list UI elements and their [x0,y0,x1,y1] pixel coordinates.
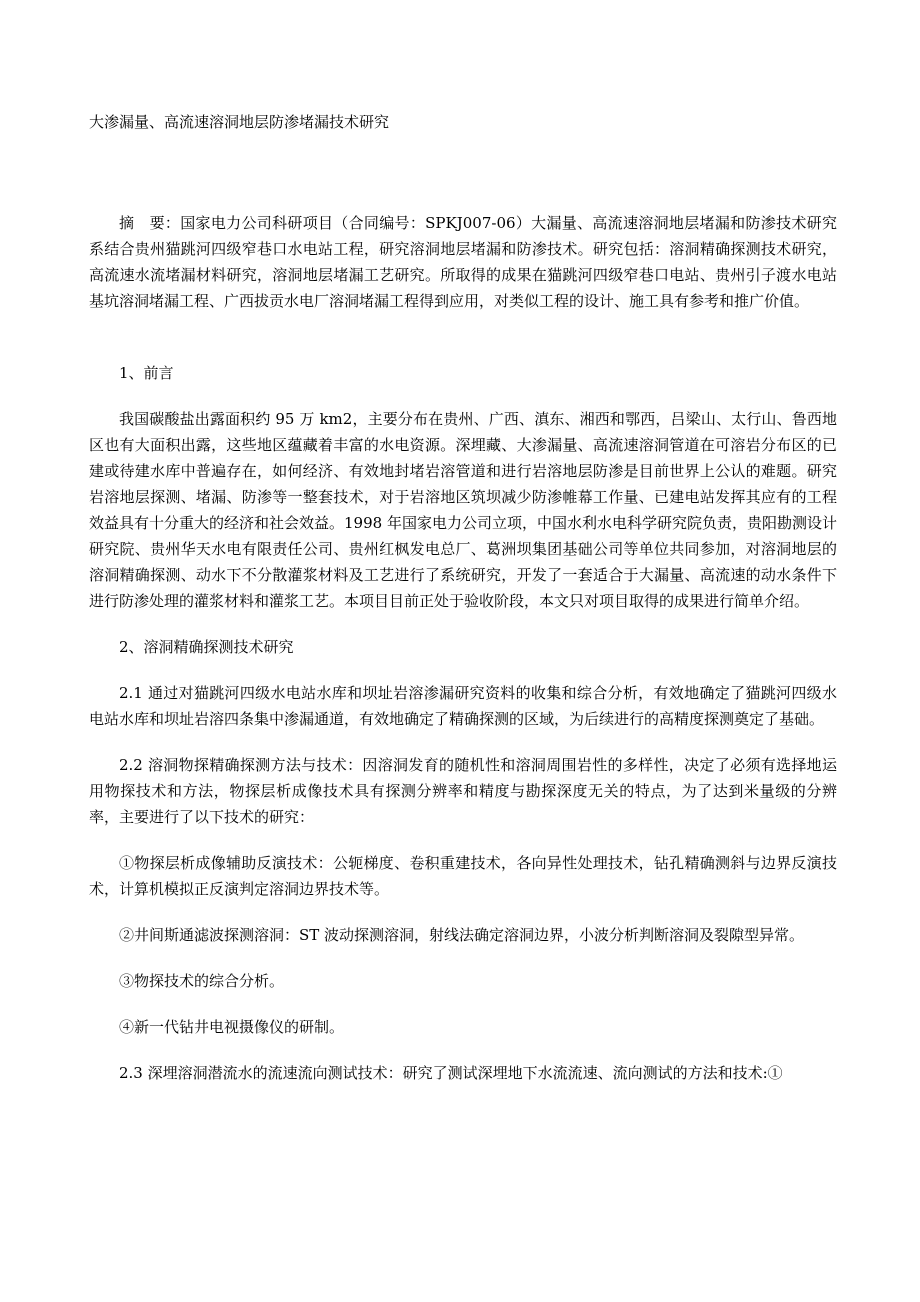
list-item-1: ①物探层析成像辅助反演技术：公轭梯度、卷积重建技术，各向异性处理技术，钻孔精确测斜与边界反演技术，计算机模拟正反演判定溶洞边界技术等。 [89,854,837,898]
list-item-2: ②井间斯通滤波探测溶洞：ST 波动探测溶洞，射线法确定溶洞边界，小波分析判断溶洞及裂隙型异常。 [119,926,805,944]
list-item-4: ④新一代钻井电视摄像仪的研制。 [119,1018,345,1036]
section-2-heading: 2、溶洞精确探测技术研究 [119,638,294,656]
document-page [89,112,837,1086]
paragraph-2-2: 2.2 溶洞物探精确探测方法与技术：因溶洞发育的随机性和溶洞周围岩性的多样性，决定了必须有选择地运用物探技术和方法，物探层析成像技术具有探测分辨率和精度与勘探深度无关的特点，为了达到米量级的分辨率，主要进行了以下技术的研究： [89,756,837,826]
abstract-paragraph: 摘 要：国家电力公司科研项目（合同编号：SPKJ007-06）大漏量、高流速溶洞地层堵漏和防渗技术研究系结合贵州猫跳河四级窄巷口水电站工程，研究溶洞地层堵漏和防渗技术。研究包括：溶洞精确探测技术研究，高流速水流堵漏材料研究，溶洞地层堵漏工艺研究。所取得的成果在猫跳河四级窄巷口电站、贵州引子渡水电站基坑溶洞堵漏工程、广西拔贡水电厂溶洞堵漏工程得到应用，对类似工程的设计、施工具有参考和推广价值。 [89,214,837,310]
list-item-3: ③物探技术的综合分析。 [119,972,285,990]
paragraph-2-3: 2.3 深埋溶洞潜流水的流速流向测试技术：研究了测试深埋地下水流流速、流向测试的方法和技术:① [119,1064,783,1082]
paragraph-2-1: 2.1 通过对猫跳河四级水电站水库和坝址岩溶渗漏研究资料的收集和综合分析，有效地确定了猫跳河四级水电站水库和坝址岩溶四条集中渗漏通道，有效地确定了精确探测的区域，为后续进行的高精度探测奠定了基础。 [89,684,837,728]
section-1-paragraph: 我国碳酸盐出露面积约 95 万 km2，主要分布在贵州、广西、滇东、湘西和鄂西，吕梁山、太行山、鲁西地区也有大面积出露，这些地区蕴藏着丰富的水电资源。深埋藏、大渗漏量、高流速溶洞管道在可溶岩分布区的已建或待建水库中普遍存在，如何经济、有效地封堵岩溶管道和进行岩溶地层防渗是目前世界上公认的难题。研究岩溶地层探测、堵漏、防渗等一整套技术，对于岩溶地区筑坝减少防渗帷幕工作量、已建电站发挥其应有的工程效益具有十分重大的经济和社会效益。1998 年国家电力公司立项，中国水利水电科学研究院负责，贵阳勘测设计研究院、贵州华天水电有限责任公司、贵州红枫发电总厂、葛洲坝集团基础公司等单位共同参加，对溶洞地层的溶洞精确探测、动水下不分散灌浆材料及工艺进行了系统研究，开发了一套适合于大漏量、高流速的动水条件下进行防渗处理的灌浆材料和灌浆工艺。本项目目前正处于验收阶段，本文只对项目取得的成果进行简单介绍。 [89,410,837,610]
document-title: 大渗漏量、高流速溶洞地层防渗堵漏技术研究 [89,113,390,131]
section-1-heading: 1、前言 [119,364,174,382]
